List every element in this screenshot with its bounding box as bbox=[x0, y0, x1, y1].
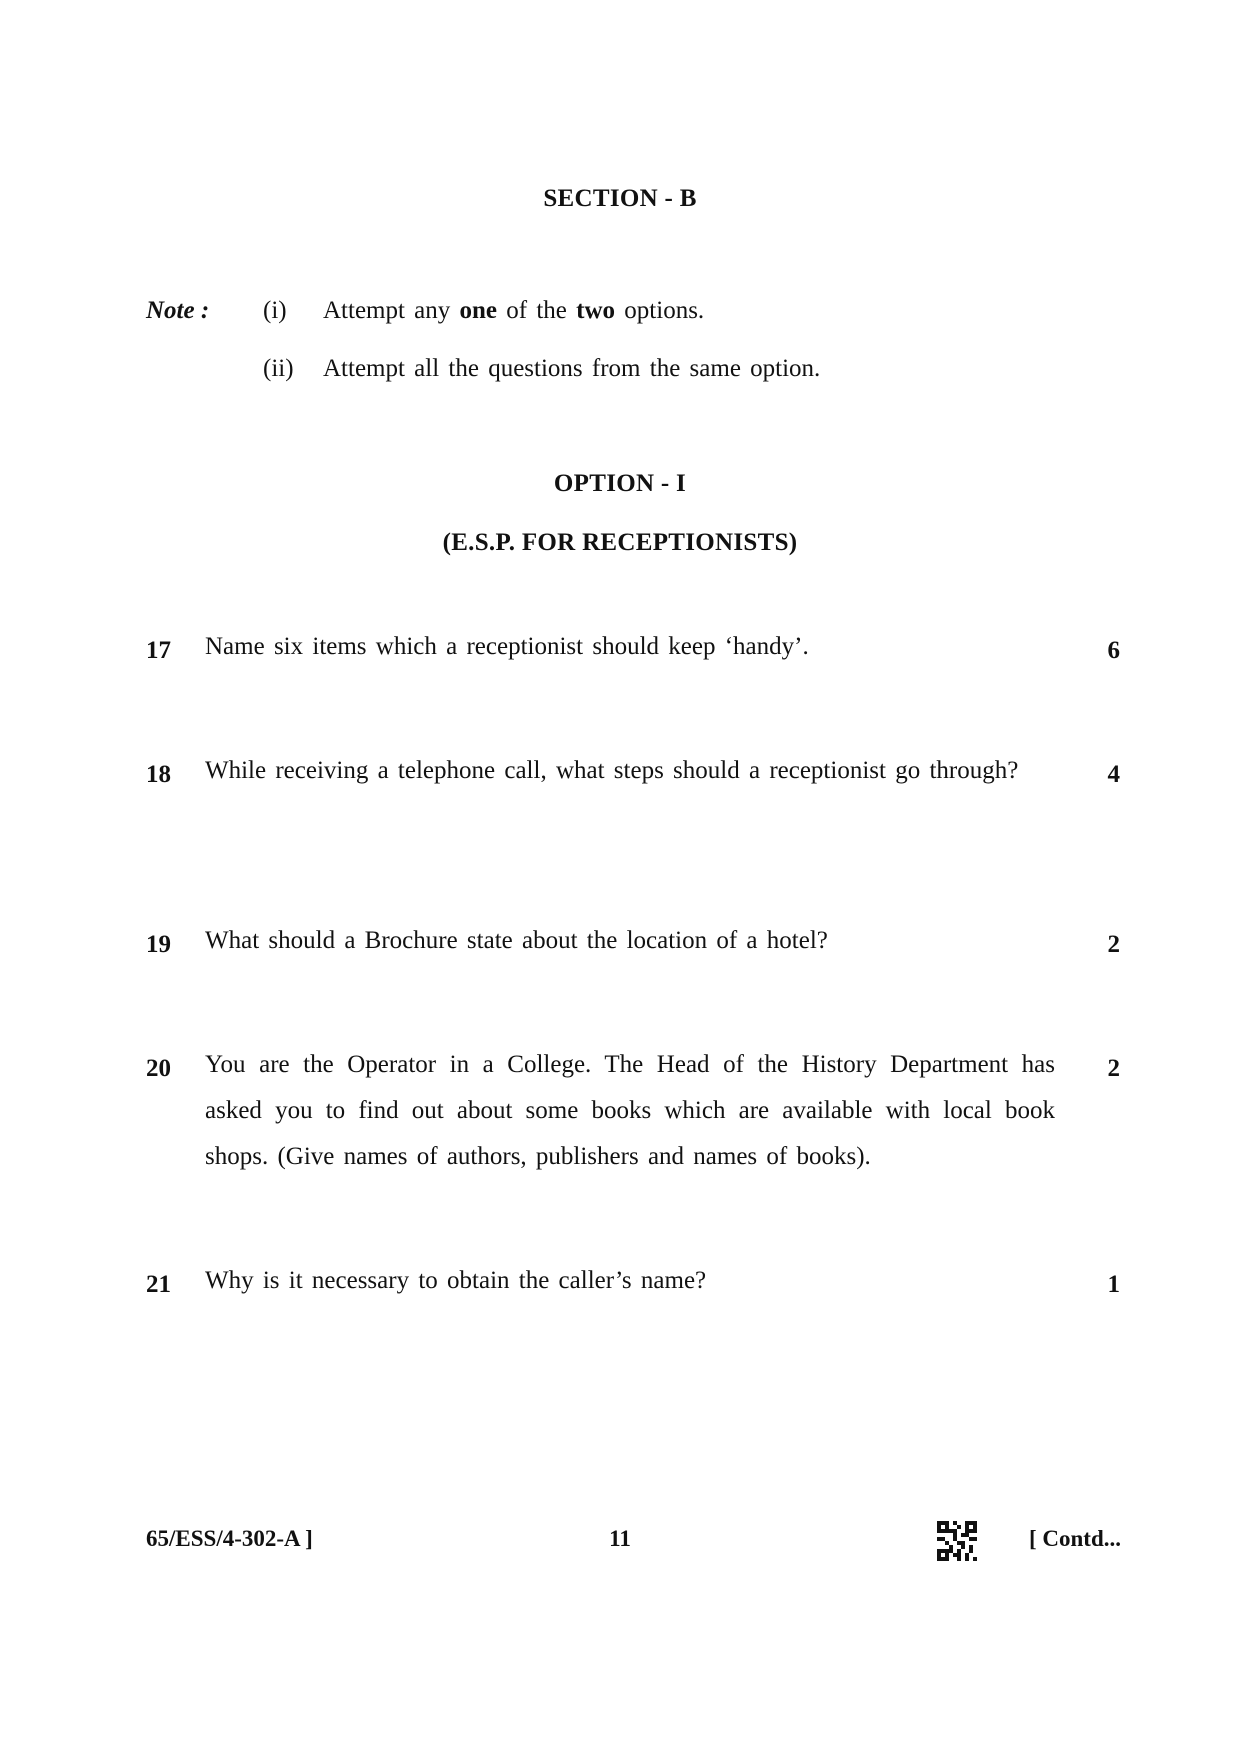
continued-label: [ Contd... bbox=[1028, 1526, 1121, 1551]
note-text-part: Attempt any bbox=[323, 297, 460, 324]
note-text-bold: two bbox=[576, 297, 616, 324]
question-number: 20 bbox=[146, 1055, 171, 1082]
question-marks: 1 bbox=[1107, 1271, 1120, 1298]
section-title: SECTION - B bbox=[543, 185, 697, 212]
question-number: 19 bbox=[146, 931, 171, 958]
question-text: While receiving a telephone call, what steps should a receptionist go through? bbox=[205, 757, 1019, 784]
note-label: Note : bbox=[146, 297, 210, 324]
question-marks: 2 bbox=[1107, 1055, 1120, 1082]
option-title: OPTION - I bbox=[553, 470, 687, 497]
qr-code-icon bbox=[937, 1521, 977, 1561]
question-number: 17 bbox=[146, 637, 171, 664]
question-text: Why is it necessary to obtain the caller’s name? bbox=[205, 1267, 707, 1294]
page-number: 11 bbox=[609, 1526, 631, 1551]
note-item-text: Attempt all the questions from the same option. bbox=[323, 355, 821, 382]
note-item-number: (i) bbox=[263, 297, 287, 324]
question-text: What should a Brochure state about the location of a hotel? bbox=[205, 927, 828, 954]
question-marks: 6 bbox=[1107, 637, 1120, 664]
note-text-part: of the bbox=[497, 297, 577, 324]
note-item-number: (ii) bbox=[263, 355, 294, 382]
question-number: 18 bbox=[146, 761, 171, 788]
note-text-part: options. bbox=[615, 297, 705, 324]
note-text-bold: one bbox=[459, 297, 498, 324]
question-marks: 4 bbox=[1107, 761, 1120, 788]
paper-code: 65/ESS/4-302-A ] bbox=[146, 1526, 313, 1551]
question-text: Name six items which a receptionist should keep ‘handy’. bbox=[205, 633, 809, 660]
question-marks: 2 bbox=[1107, 931, 1120, 958]
question-number: 21 bbox=[146, 1271, 171, 1298]
question-text: You are the Operator in a College. The Head of the History Department has asked you to find out about some books which are available with local book shops. (Give names of authors, publishers and names of books). bbox=[205, 1051, 1055, 1170]
option-subtitle: (E.S.P. FOR RECEPTIONISTS) bbox=[442, 529, 798, 556]
note-item-text bbox=[323, 297, 704, 325]
